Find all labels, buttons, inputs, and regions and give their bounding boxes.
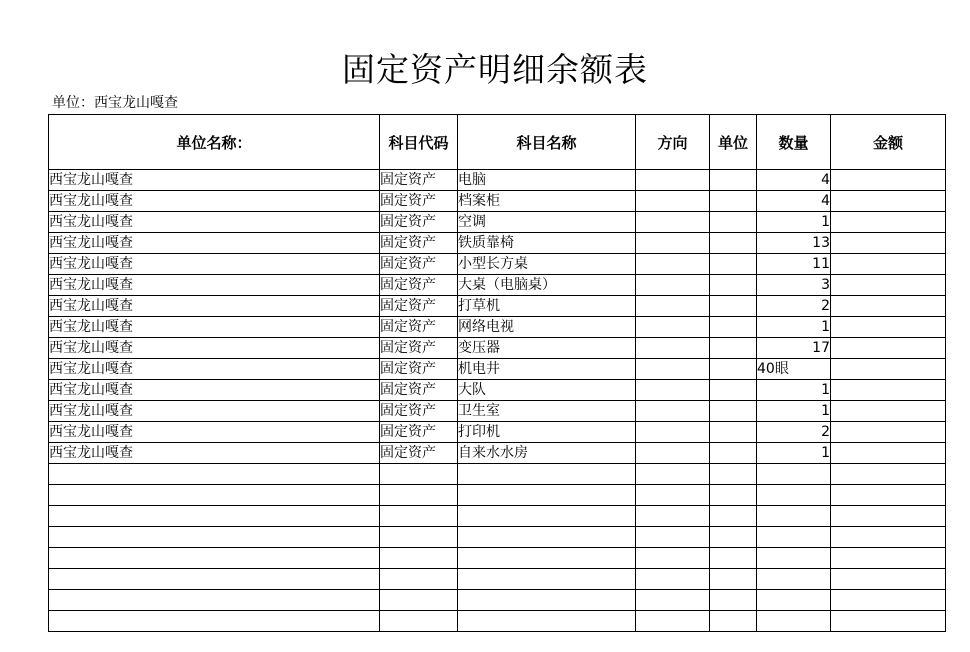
cell-unit[interactable] [710, 611, 757, 632]
cell-direction[interactable] [636, 317, 710, 338]
cell-account-code[interactable]: 固定资产 [380, 275, 458, 296]
cell-account-code[interactable]: 固定资产 [380, 443, 458, 464]
cell-amount[interactable] [831, 296, 946, 317]
cell-quantity[interactable]: 1 [757, 317, 831, 338]
cell-quantity[interactable] [757, 527, 831, 548]
cell-account-name[interactable]: 打草机 [458, 296, 636, 317]
cell-unit[interactable] [710, 380, 757, 401]
cell-unit[interactable] [710, 233, 757, 254]
cell-account-code[interactable]: 固定资产 [380, 422, 458, 443]
cell-account-code[interactable]: 固定资产 [380, 338, 458, 359]
cell-account-code[interactable] [380, 464, 458, 485]
cell-unit[interactable] [710, 527, 757, 548]
cell-unit[interactable] [710, 296, 757, 317]
table-row [49, 254, 946, 275]
table-row [49, 443, 946, 464]
table-row [49, 422, 946, 443]
cell-amount[interactable] [831, 485, 946, 506]
cell-account-code[interactable] [380, 527, 458, 548]
cell-direction[interactable] [636, 464, 710, 485]
cell-amount[interactable] [831, 527, 946, 548]
cell-account-code[interactable]: 固定资产 [380, 380, 458, 401]
cell-account-code[interactable]: 固定资产 [380, 212, 458, 233]
cell-unit-name[interactable]: 西宝龙山嘎查 [49, 191, 380, 212]
cell-account-code[interactable]: 固定资产 [380, 254, 458, 275]
cell-account-name[interactable] [458, 569, 636, 590]
ledger-body [49, 170, 946, 632]
table-row [49, 233, 946, 254]
cell-account-name[interactable]: 空调 [458, 212, 636, 233]
cell-unit-name[interactable] [49, 590, 380, 611]
cell-quantity[interactable]: 2 [757, 422, 831, 443]
cell-quantity[interactable]: 3 [757, 275, 831, 296]
cell-account-name[interactable]: 机电井 [458, 359, 636, 380]
cell-quantity[interactable]: 1 [757, 443, 831, 464]
cell-amount[interactable] [831, 422, 946, 443]
table-row [49, 380, 946, 401]
cell-unit-name[interactable] [49, 485, 380, 506]
cell-amount[interactable] [831, 548, 946, 569]
cell-unit-name[interactable]: 西宝龙山嘎查 [49, 254, 380, 275]
cell-amount[interactable] [831, 569, 946, 590]
cell-quantity[interactable]: 1 [757, 380, 831, 401]
cell-account-name[interactable]: 铁质靠椅 [458, 233, 636, 254]
cell-quantity[interactable]: 13 [757, 233, 831, 254]
cell-unit-name[interactable]: 西宝龙山嘎查 [49, 170, 380, 191]
cell-account-code[interactable]: 固定资产 [380, 317, 458, 338]
cell-unit[interactable] [710, 464, 757, 485]
cell-quantity[interactable]: 4 [757, 191, 831, 212]
cell-account-name[interactable]: 大队 [458, 380, 636, 401]
cell-direction[interactable] [636, 548, 710, 569]
cell-amount[interactable] [831, 191, 946, 212]
cell-quantity[interactable] [757, 590, 831, 611]
cell-unit[interactable] [710, 590, 757, 611]
cell-account-name[interactable]: 档案柜 [458, 191, 636, 212]
cell-account-name[interactable] [458, 590, 636, 611]
cell-account-name[interactable]: 电脑 [458, 170, 636, 191]
cell-quantity[interactable]: 4 [757, 170, 831, 191]
table-row-empty [49, 611, 946, 632]
table-row-empty [49, 569, 946, 590]
cell-amount[interactable] [831, 611, 946, 632]
cell-account-name[interactable]: 卫生室 [458, 401, 636, 422]
cell-account-code[interactable] [380, 569, 458, 590]
cell-account-name[interactable] [458, 548, 636, 569]
cell-unit-name[interactable]: 西宝龙山嘎查 [49, 380, 380, 401]
cell-unit-name[interactable]: 西宝龙山嘎查 [49, 359, 380, 380]
col-header-direction[interactable]: 方向 [636, 115, 710, 170]
table-row [49, 401, 946, 422]
cell-unit-name[interactable] [49, 569, 380, 590]
cell-direction[interactable] [636, 275, 710, 296]
cell-account-name[interactable] [458, 485, 636, 506]
cell-account-code[interactable]: 固定资产 [380, 401, 458, 422]
table-row [49, 275, 946, 296]
table-row-empty [49, 527, 946, 548]
table-row [49, 317, 946, 338]
cell-account-code[interactable] [380, 548, 458, 569]
cell-unit[interactable] [710, 254, 757, 275]
col-header-quantity[interactable]: 数量 [757, 115, 831, 170]
cell-account-code[interactable] [380, 611, 458, 632]
cell-amount[interactable] [831, 401, 946, 422]
cell-quantity[interactable] [757, 611, 831, 632]
cell-unit-name[interactable]: 西宝龙山嘎查 [49, 296, 380, 317]
cell-amount[interactable] [831, 359, 946, 380]
cell-direction[interactable] [636, 422, 710, 443]
table-row [49, 170, 946, 191]
table-row [49, 191, 946, 212]
cell-direction[interactable] [636, 170, 710, 191]
cell-direction[interactable] [636, 401, 710, 422]
cell-account-code[interactable] [380, 590, 458, 611]
cell-unit[interactable] [710, 506, 757, 527]
table-row-empty [49, 548, 946, 569]
cell-direction[interactable] [636, 590, 710, 611]
cell-account-code[interactable]: 固定资产 [380, 170, 458, 191]
cell-amount[interactable] [831, 464, 946, 485]
table-row-empty [49, 464, 946, 485]
cell-direction[interactable] [636, 527, 710, 548]
cell-direction[interactable] [636, 485, 710, 506]
cell-unit[interactable] [710, 548, 757, 569]
cell-account-name[interactable]: 自来水水房 [458, 443, 636, 464]
cell-direction[interactable] [636, 569, 710, 590]
cell-direction[interactable] [636, 443, 710, 464]
table-row-empty [49, 485, 946, 506]
cell-unit-name[interactable] [49, 464, 380, 485]
col-header-account-name[interactable]: 科目名称 [458, 115, 636, 170]
cell-unit[interactable] [710, 317, 757, 338]
cell-direction[interactable] [636, 506, 710, 527]
cell-unit[interactable] [710, 170, 757, 191]
cell-quantity[interactable]: 1 [757, 401, 831, 422]
cell-quantity[interactable]: 40眼 [757, 359, 831, 380]
cell-account-code[interactable]: 固定资产 [380, 233, 458, 254]
unit-line: 单位：西宝龙山嘎查 [52, 95, 178, 111]
table-row [49, 296, 946, 317]
cell-direction[interactable] [636, 611, 710, 632]
cell-unit[interactable] [710, 443, 757, 464]
cell-unit-name[interactable]: 西宝龙山嘎查 [49, 422, 380, 443]
cell-unit-name[interactable] [49, 548, 380, 569]
cell-unit-name[interactable] [49, 527, 380, 548]
cell-unit[interactable] [710, 191, 757, 212]
cell-direction[interactable] [636, 380, 710, 401]
cell-account-name[interactable] [458, 527, 636, 548]
cell-quantity[interactable] [757, 485, 831, 506]
cell-amount[interactable] [831, 443, 946, 464]
cell-account-name[interactable]: 变压器 [458, 338, 636, 359]
cell-quantity[interactable]: 11 [757, 254, 831, 275]
header-row [49, 115, 946, 170]
cell-unit-name[interactable] [49, 506, 380, 527]
col-header-account-code[interactable]: 科目代码 [380, 115, 458, 170]
cell-amount[interactable] [831, 275, 946, 296]
cell-unit-name[interactable] [49, 611, 380, 632]
cell-account-code[interactable] [380, 485, 458, 506]
table-row [49, 212, 946, 233]
cell-direction[interactable] [636, 233, 710, 254]
cell-amount[interactable] [831, 338, 946, 359]
cell-unit[interactable] [710, 485, 757, 506]
cell-account-name[interactable] [458, 611, 636, 632]
table-row [49, 338, 946, 359]
cell-amount[interactable] [831, 254, 946, 275]
ledger-table [48, 114, 946, 632]
cell-direction[interactable] [636, 191, 710, 212]
cell-unit-name[interactable]: 西宝龙山嘎查 [49, 275, 380, 296]
cell-unit[interactable] [710, 275, 757, 296]
cell-unit[interactable] [710, 401, 757, 422]
cell-unit-name[interactable]: 西宝龙山嘎查 [49, 212, 380, 233]
cell-unit-name[interactable]: 西宝龙山嘎查 [49, 233, 380, 254]
cell-direction[interactable] [636, 296, 710, 317]
table-row-empty [49, 506, 946, 527]
col-header-unit[interactable]: 单位 [710, 115, 757, 170]
cell-amount[interactable] [831, 506, 946, 527]
cell-quantity[interactable] [757, 548, 831, 569]
cell-account-name[interactable] [458, 506, 636, 527]
cell-account-code[interactable]: 固定资产 [380, 359, 458, 380]
cell-quantity[interactable]: 1 [757, 212, 831, 233]
cell-amount[interactable] [831, 170, 946, 191]
cell-account-name[interactable]: 打印机 [458, 422, 636, 443]
cell-amount[interactable] [831, 317, 946, 338]
cell-account-name[interactable]: 小型长方桌 [458, 254, 636, 275]
cell-account-name[interactable]: 大桌（电脑桌） [458, 275, 636, 296]
cell-account-code[interactable]: 固定资产 [380, 296, 458, 317]
cell-amount[interactable] [831, 212, 946, 233]
cell-quantity[interactable] [757, 569, 831, 590]
cell-unit[interactable] [710, 359, 757, 380]
cell-amount[interactable] [831, 380, 946, 401]
cell-unit-name[interactable]: 西宝龙山嘎查 [49, 317, 380, 338]
cell-direction[interactable] [636, 254, 710, 275]
cell-unit[interactable] [710, 569, 757, 590]
table-row [49, 359, 946, 380]
cell-quantity[interactable]: 17 [757, 338, 831, 359]
cell-quantity[interactable] [757, 464, 831, 485]
cell-direction[interactable] [636, 359, 710, 380]
cell-unit[interactable] [710, 338, 757, 359]
col-header-unit-name[interactable]: 单位名称： [49, 115, 380, 170]
cell-quantity[interactable]: 2 [757, 296, 831, 317]
table-row-empty [49, 590, 946, 611]
cell-unit-name[interactable]: 西宝龙山嘎查 [49, 338, 380, 359]
cell-account-name[interactable] [458, 464, 636, 485]
cell-amount[interactable] [831, 590, 946, 611]
cell-account-name[interactable]: 网络电视 [458, 317, 636, 338]
col-header-amount[interactable]: 金额 [831, 115, 946, 170]
cell-direction[interactable] [636, 338, 710, 359]
cell-unit[interactable] [710, 212, 757, 233]
page-title: 固定资产明细余额表 [342, 50, 648, 89]
cell-account-code[interactable]: 固定资产 [380, 191, 458, 212]
cell-amount[interactable] [831, 233, 946, 254]
cell-quantity[interactable] [757, 506, 831, 527]
cell-unit-name[interactable]: 西宝龙山嘎查 [49, 401, 380, 422]
cell-account-code[interactable] [380, 506, 458, 527]
cell-unit[interactable] [710, 422, 757, 443]
cell-direction[interactable] [636, 212, 710, 233]
cell-unit-name[interactable]: 西宝龙山嘎查 [49, 443, 380, 464]
